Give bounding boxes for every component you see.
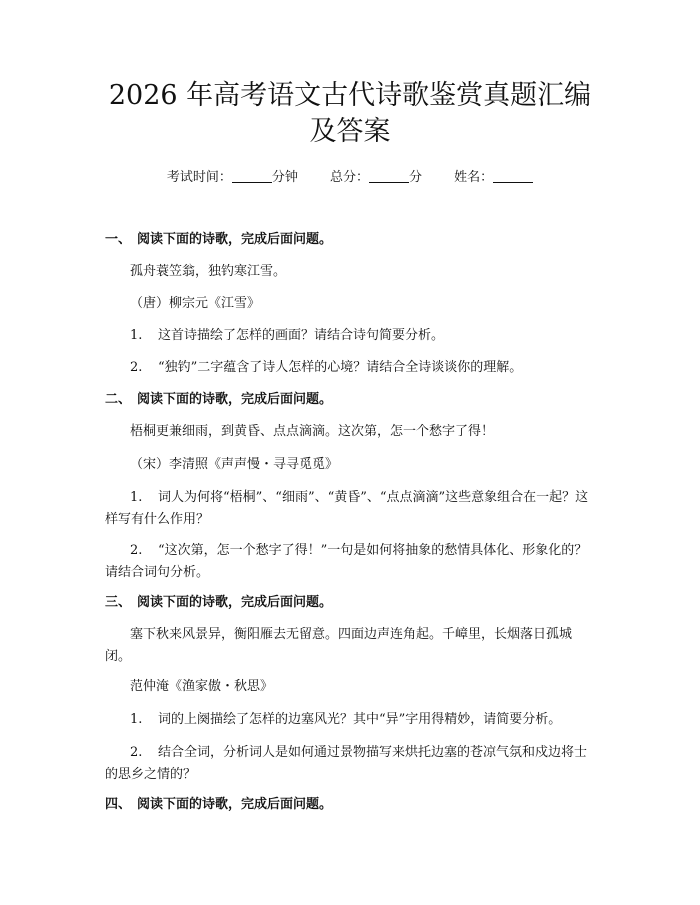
question: 2. “这次第，怎一个愁字了得！”一句是如何将抽象的愁情具体化、形象化的？请结合词句分析。: [105, 543, 588, 580]
exam-time: 考试时间： 分钟: [166, 170, 298, 185]
poem-source: （唐）柳宗元《江雪》: [130, 296, 261, 311]
section-heading: 二、 阅读下面的诗歌，完成后面问题。: [105, 392, 333, 407]
question: 1. 这首诗描绘了怎样的画面？请结合诗句简要分析。: [130, 328, 445, 343]
poem-text: 塞下秋来风景异，衡阳雁去无留意。四面边声连角起。千嶂里，长烟落日孤城闭。: [105, 627, 573, 664]
name-blank[interactable]: [493, 170, 533, 183]
page-title: 2026 年高考语文古代诗歌鉴赏真题汇编及答案: [108, 80, 592, 147]
section-heading: 四、 阅读下面的诗歌，完成后面问题。: [105, 797, 333, 812]
section-heading: 三、 阅读下面的诗歌，完成后面问题。: [105, 595, 333, 610]
poem-text: 梧桐更兼细雨，到黄昏、点点滴滴。这次第，怎一个愁字了得！: [130, 424, 495, 439]
exam-name: 姓名：: [454, 170, 533, 185]
poem-text: 孤舟蓑笠翁，独钓寒江雪。: [130, 264, 287, 279]
poem-source: 范仲淹《渔家傲・秋思》: [130, 679, 274, 694]
poem-source: （宋）李清照《声声慢・寻寻觅觅》: [130, 457, 339, 472]
question: 2. 结合全词，分析词人是如何通过景物描写来烘托边塞的苍凉气氛和戍边将士的思乡之情的？: [105, 745, 588, 782]
section-heading: 一、 阅读下面的诗歌，完成后面问题。: [105, 232, 333, 247]
exam-meta: [0, 168, 700, 188]
exam-score: 总分： 分: [329, 170, 423, 185]
question: 1. 词人为何将“梧桐”、“细雨”、“黄昏”、“点点滴滴”这些意象组合在一起？这样写有什么作用？: [105, 490, 589, 527]
score-blank[interactable]: [369, 170, 409, 183]
question: 1. 词的上阕描绘了怎样的边塞风光？其中“异”字用得精妙，请简要分析。: [130, 712, 562, 727]
question: 2. “独钓”二字蕴含了诗人怎样的心境？请结合全诗谈谈你的理解。: [130, 360, 523, 375]
time-blank[interactable]: [232, 170, 272, 183]
